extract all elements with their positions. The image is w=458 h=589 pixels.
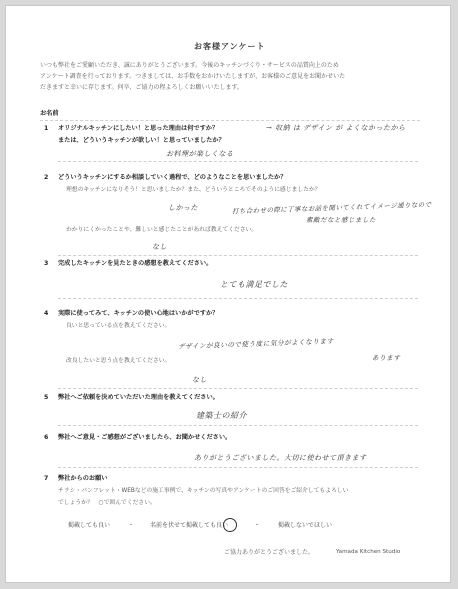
answer-line — [58, 388, 418, 389]
question-7-number: 7 — [44, 475, 49, 482]
survey-sheet — [5, 5, 451, 583]
question-2-text: どういうキッチンにするか相談していく過程で、どのようなことを思いましたか？ — [58, 174, 287, 181]
option-publish-ok[interactable]: 掲載しても良い — [68, 522, 111, 529]
question-6-text: 弊社へご意見・ご感想がございましたら、お聞かせください。 — [58, 434, 232, 441]
option-separator: ・ — [128, 522, 135, 529]
option-publish-anonymous[interactable]: 名前を伏せて掲載しても良い — [150, 522, 229, 529]
answer-line — [58, 255, 418, 256]
answer-line — [58, 467, 418, 468]
question-7-sub-1: チラシ・パンフレット・WEBなどの施工事例で、キッチンの写真やアンケートのご回答をご紹介してもよろしい — [58, 488, 349, 494]
question-2-answer-c: 素敵だなと感じました — [306, 216, 376, 224]
intro-line-3: だきますと幸いに存じます。何卒、ご協力の程よろしくお願いいたします。 — [40, 84, 244, 91]
question-2-number: 2 — [44, 174, 49, 181]
name-label: お名前 — [40, 110, 59, 117]
question-1-answer: → 収納 は デザイン が よくなかったから — [266, 124, 406, 132]
intro-line-2: アンケート調査を行っております。つきましては、お手数をおかけいたしますが、お客様のご意見をお聞かせいた — [40, 73, 346, 80]
question-1-text-2: または、どういうキッチンが欲しい！と思っていましたか？ — [58, 137, 225, 144]
question-3-number: 3 — [44, 260, 49, 267]
question-4-number: 4 — [44, 310, 49, 317]
option-separator: ・ — [254, 522, 261, 529]
question-3-answer: とても満足でした — [220, 280, 288, 289]
question-6-number: 6 — [44, 434, 49, 441]
answer-line — [58, 161, 418, 162]
divider — [40, 120, 420, 121]
question-3-text: 完成したキッチンを見たときの感想を教えてください。 — [58, 260, 213, 267]
question-2-sub-2: わかりにくかったことや、難しいと感じたことがあれば教えてください。 — [66, 227, 258, 233]
selected-option-circle — [223, 518, 237, 532]
question-1-text: オリジナルキッチンにしたい！と思った理由は何ですか？ — [58, 125, 219, 132]
question-2-answer-a: しかった — [168, 204, 198, 212]
company-name: Yamada Kitchen Studio — [336, 549, 401, 555]
question-4-answer-b: あります — [372, 354, 401, 362]
question-6-answer: ありがとうございました。大切に使わせて頂きます — [194, 454, 367, 462]
question-5-text: 弊社へご依頼を決めていただいた理由を教えてください。 — [58, 394, 219, 401]
answer-line — [58, 425, 418, 426]
question-7-text: 弊社からのお願い — [58, 475, 108, 482]
question-2-answer-d: なし — [152, 243, 167, 251]
question-1-number: 1 — [44, 125, 49, 132]
question-4-text: 実際に使ってみて、キッチンの使い心地はいかがですか？ — [58, 310, 219, 317]
question-4-answer-a: デザインが良いので使う度に気分がよくなります — [177, 337, 334, 351]
answer-line — [58, 298, 418, 299]
question-2-sub-1: 理想のキッチンになりそう！と思いましたか？また、どういうところでそのように感じましたか？ — [66, 187, 321, 193]
question-1-answer-2: お料理が楽しくなる — [166, 150, 234, 158]
question-5-number: 5 — [44, 394, 49, 401]
question-2-answer-b: 打ち合わせの際に丁寧なお話を聞いてくれてイメージ通りなので — [231, 200, 432, 216]
page-title: お客様アンケート — [194, 42, 266, 51]
question-7-sub-2: でしょうか？ ○で囲んでください。 — [58, 500, 156, 506]
intro-line-1: いつも弊社をご愛顧いただき、誠にありがとうございます。今後のキッチンづくり・サービスの品質向上のため — [40, 62, 339, 69]
question-4-answer-c: なし — [192, 376, 207, 384]
question-4-sub-1: 良いと思っている点を教えてください。 — [66, 323, 171, 329]
question-5-answer: 建築士の紹介 — [196, 411, 247, 420]
thanks-text: ご協力ありがとうございました。 — [224, 549, 315, 556]
option-do-not-publish[interactable]: 掲載しないでほしい — [278, 522, 333, 529]
question-4-sub-2: 改良したいと思う点を教えてください。 — [66, 358, 171, 364]
